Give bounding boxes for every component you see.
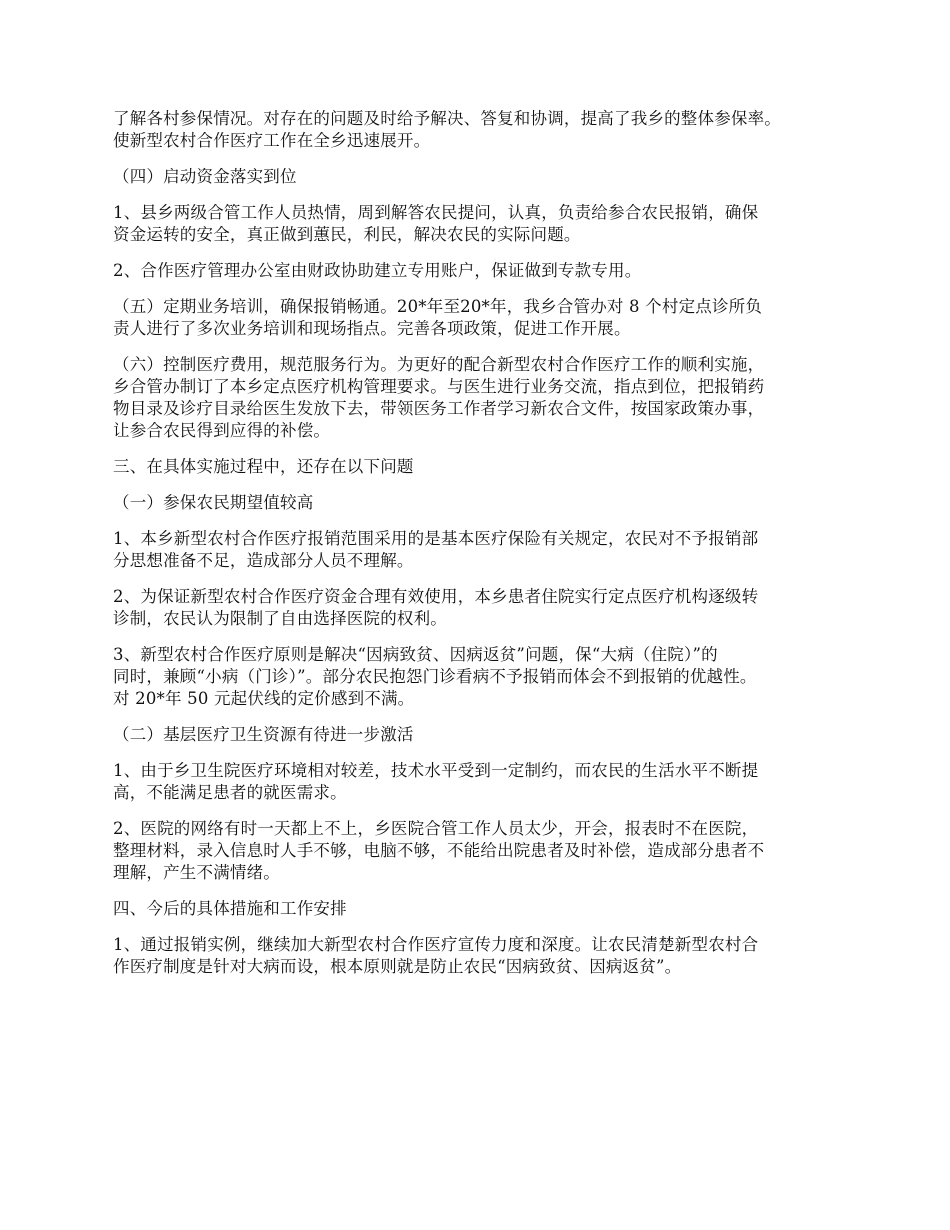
paragraph-resource-2: 2、医院的网络有时一天都上不上，乡医院合管工作人员太少，开会，报表时不在医院， 整理材料，录入信息时人手不够，电脑不够，不能给出院患者及时补偿，造成部分患者不 理解，产生不满情绪。 [113, 819, 765, 882]
paragraph-item-2: 2、合作医疗管理办公室由财政协助建立专用账户，保证做到专款专用。 [113, 261, 642, 280]
paragraph-item-1: 1、县乡两级合管工作人员热情，周到解答农民提问，认真，负责给参合农民报销，确保 资金运转的安全，真正做到蕙民，利民，解决农民的实际问题。 [113, 203, 759, 244]
paragraph-intro-continuation: 了解各村参保情况。对存在的问题及时给予解决、答复和协调，提高了我乡的整体参保率。 使新型农村合作医疗工作在全乡迅速展开。 [113, 109, 781, 150]
section-heading-1: （一）参保农民期望值较高 [113, 493, 314, 512]
chapter-heading-3: 三、在具体实施过程中，还存在以下问题 [113, 457, 414, 476]
section-heading-2: （二）基层医疗卫生资源有待进一步激活 [113, 725, 414, 744]
paragraph-section-6: （六）控制医疗费用，规范服务行为。为更好的配合新型农村合作医疗工作的顺利实施， 乡合管办制订了本乡定点医疗机构管理要求。与医生进行业务交流，指点到位，把报销药 物目录及诊疗目录给医生发放下去，带领医务工作者学习新农合文件，按国家政策办事， 让参合农民得到应得的补偿。 [113, 355, 765, 440]
paragraph-section-5: （五）定期业务培训，确保报销畅通。20*年至20*年，我乡合管办对 8 个村定点诊所负 责人进行了多次业务培训和现场指点。完善各项政策，促进工作开展。 [113, 297, 763, 338]
paragraph-problem-1: 1、本乡新型农村合作医疗报销范围采用的是基本医疗保险有关规定，农民对不予报销部 分思想准备不足，造成部分人员不理解。 [113, 529, 759, 570]
document-page [113, 108, 853, 992]
paragraph-resource-1: 1、由于乡卫生院医疗环境相对较差，技术水平受到一定制约，而农民的生活水平不断提 高，不能满足患者的就医需求。 [113, 761, 759, 802]
chapter-heading-4: 四、今后的具体措施和工作安排 [113, 899, 347, 918]
paragraph-problem-3: 3、新型农村合作医疗原则是解决“因病致贫、因病返贫”问题，保“大病（住院）”的 同时，兼顾“小病（门诊）”。部分农民抱怨门诊看病不予报销而体会不到报销的优越性。 对 20*年 50 元起伏线的定价感到不满。 [113, 645, 757, 708]
paragraph-measure-1: 1、通过报销实例，继续加大新型农村合作医疗宣传力度和深度。让农民清楚新型农村合 作医疗制度是针对大病而设，根本原则就是防止农民“因病致贫、因病返贫”。 [113, 935, 759, 976]
section-heading-4: （四）启动资金落实到位 [113, 167, 297, 186]
paragraph-problem-2: 2、为保证新型农村合作医疗资金合理有效使用，本乡患者住院实行定点医疗机构逐级转 诊制，农民认为限制了自由选择医院的权利。 [113, 587, 759, 628]
